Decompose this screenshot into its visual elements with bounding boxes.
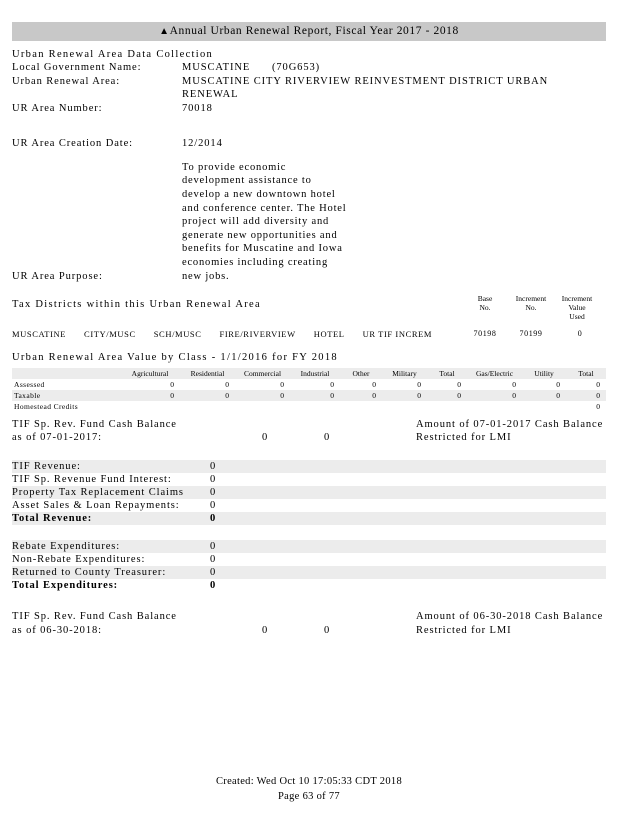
tif-interest-label: TIF Sp. Revenue Fund Interest: bbox=[12, 473, 172, 485]
col-head-total-2: Total bbox=[566, 368, 606, 379]
tax-district-increment-no: 70199 bbox=[519, 329, 543, 339]
ur-number-value: 70018 bbox=[182, 102, 213, 114]
tax-district-name-0: MUSCATINE bbox=[12, 329, 67, 340]
report-page bbox=[0, 22, 618, 822]
ur-area-value: MUSCATINE CITY RIVERVIEW REINVESTMENT DISTRICT URBAN RENEWAL bbox=[182, 75, 549, 101]
ur-area-label: Urban Renewal Area: bbox=[12, 75, 121, 87]
page-number: Page 63 of 77 bbox=[278, 790, 340, 802]
closing-balance-block bbox=[12, 610, 606, 637]
tif-interest-value: 0 bbox=[210, 473, 217, 485]
tax-district-name-1: CITY/MUSC bbox=[84, 329, 136, 340]
purpose-row bbox=[12, 161, 606, 284]
tax-district-name-4: HOTEL bbox=[313, 329, 345, 340]
total-expenditures-label: Total Expenditures: bbox=[12, 579, 119, 591]
property-tax-replacement-value: 0 bbox=[210, 486, 408, 499]
row-label-taxable: Taxable bbox=[12, 390, 120, 401]
tax-district-increment-value-used: 0 bbox=[577, 329, 583, 339]
asset-sales-value: 0 bbox=[210, 499, 217, 511]
table-row: Homestead Credits 0 bbox=[14, 401, 600, 411]
col-head-total: Total bbox=[427, 368, 467, 379]
table-row bbox=[12, 579, 606, 592]
returned-to-treasurer-value: 0 bbox=[210, 566, 408, 579]
table-row bbox=[12, 540, 606, 553]
collection-section-title: Urban Renewal Area Data Collection bbox=[12, 49, 214, 60]
tax-districts-column-headers bbox=[462, 295, 606, 321]
tax-col-increment-value-used: Increment Value Used bbox=[561, 294, 593, 321]
col-head-agricultural: Agricultural bbox=[120, 368, 180, 379]
opening-restricted-label-line1: Amount of 07-01-2017 Cash Balance bbox=[416, 418, 604, 430]
table-row bbox=[12, 553, 606, 566]
value-by-class-section bbox=[12, 351, 606, 364]
col-head-industrial: Industrial bbox=[290, 368, 340, 379]
col-head-gas-electric: Gas/Electric bbox=[467, 368, 522, 379]
col-head-other: Other bbox=[340, 368, 382, 379]
purpose-value: To provide economic development assistance to develop a new downtown hotel and conference center. The Hotel project will add diversity and generate new opportunities and benefits for Muscatine and Iowa economies including creating new jobs. bbox=[182, 161, 347, 282]
opening-balance-block bbox=[12, 418, 606, 445]
report-title-bar bbox=[12, 22, 606, 41]
ur-number-row bbox=[12, 102, 606, 115]
col-head-military: Military bbox=[382, 368, 427, 379]
table-row bbox=[12, 499, 606, 512]
row-label-assessed: Assessed bbox=[14, 379, 45, 389]
col-head-commercial: Commercial bbox=[235, 368, 290, 379]
non-rebate-expenditures-value: 0 bbox=[210, 553, 217, 565]
col-head-utility: Utility bbox=[522, 368, 566, 379]
row-label-homestead-credits: Homestead Credits bbox=[14, 401, 79, 411]
closing-balance-label-line1: TIF Sp. Rev. Fund Cash Balance bbox=[12, 610, 177, 622]
asset-sales-label: Asset Sales & Loan Repayments: bbox=[12, 499, 180, 511]
table-row bbox=[12, 566, 606, 579]
property-tax-replacement-label: Property Tax Replacement Claims bbox=[12, 486, 210, 499]
table-row bbox=[12, 512, 606, 525]
value-by-class-title: Urban Renewal Area Value by Class - 1/1/2016 for FY 2018 bbox=[12, 352, 338, 364]
opening-restricted-value: 0 bbox=[324, 432, 330, 444]
table-row: Taxable 0 0 0 0 0 0 0 0 0 0 bbox=[12, 390, 606, 401]
table-row bbox=[12, 473, 606, 486]
tax-districts-section bbox=[12, 295, 606, 340]
closing-balance-label-line2: as of 06-30-2018: bbox=[12, 624, 102, 636]
tax-col-increment: Increment No. bbox=[515, 294, 547, 313]
page-footer bbox=[0, 774, 618, 804]
table-row bbox=[12, 460, 606, 473]
opening-restricted-label-line2: Restricted for LMI bbox=[416, 432, 512, 444]
tax-district-name-3: FIRE/RIVERVIEW bbox=[219, 329, 296, 340]
tax-district-name-5: UR TIF INCREM bbox=[362, 329, 433, 340]
local-government-value: MUSCATINE bbox=[182, 62, 251, 74]
closing-restricted-label-line2: Restricted for LMI bbox=[416, 624, 512, 636]
table-header-row bbox=[12, 368, 606, 379]
purpose-label: UR Area Purpose: bbox=[12, 270, 103, 282]
returned-to-treasurer-label: Returned to County Treasurer: bbox=[12, 566, 210, 579]
opening-balance-value: 0 bbox=[262, 432, 268, 444]
col-head-blank bbox=[12, 368, 120, 379]
closing-balance-value: 0 bbox=[262, 624, 268, 636]
table-row bbox=[12, 486, 606, 499]
total-revenue-value: 0 bbox=[210, 512, 408, 525]
opening-balance-label-line1: TIF Sp. Rev. Fund Cash Balance bbox=[12, 418, 177, 430]
tax-district-name-2: SCH/MUSC bbox=[153, 329, 202, 340]
table-row bbox=[12, 329, 606, 340]
tif-revenue-label: TIF Revenue: bbox=[12, 460, 210, 473]
tax-district-base-no: 70198 bbox=[473, 329, 497, 339]
local-government-label: Local Government Name: bbox=[12, 62, 142, 74]
closing-restricted-value: 0 bbox=[324, 624, 330, 636]
creation-date-label: UR Area Creation Date: bbox=[12, 138, 133, 150]
page-title: Annual Urban Renewal Report, Fiscal Year 2017 - 2018 bbox=[169, 25, 459, 37]
rebate-expenditures-label: Rebate Expenditures: bbox=[12, 540, 210, 553]
collection-section bbox=[12, 48, 606, 283]
tax-districts-title: Tax Districts within this Urban Renewal Area bbox=[12, 298, 261, 310]
non-rebate-expenditures-label: Non-Rebate Expenditures: bbox=[12, 553, 146, 565]
ur-area-row bbox=[12, 75, 606, 102]
ur-number-label: UR Area Number: bbox=[12, 102, 103, 114]
creation-date-row bbox=[12, 137, 606, 150]
revenue-table bbox=[12, 451, 606, 525]
creation-date-value: 12/2014 bbox=[182, 138, 223, 150]
table-row: Assessed 0 0 0 0 0 0 0 0 0 0 bbox=[14, 379, 600, 389]
total-revenue-label: Total Revenue: bbox=[12, 512, 210, 525]
opening-balance-label-line2: as of 07-01-2017: bbox=[12, 432, 102, 444]
col-head-residential: Residential bbox=[180, 368, 235, 379]
closing-restricted-label-line1: Amount of 06-30-2018 Cash Balance bbox=[416, 610, 604, 622]
local-government-row bbox=[12, 61, 606, 74]
rebate-expenditures-value: 0 bbox=[210, 540, 408, 553]
created-timestamp: Created: Wed Oct 10 17:05:33 CDT 2018 bbox=[215, 775, 402, 787]
tax-col-base: Base No. bbox=[477, 294, 493, 313]
triangle-icon: ▲ bbox=[159, 25, 170, 37]
value-by-class-table bbox=[12, 368, 606, 412]
local-government-code: (70G653) bbox=[272, 62, 321, 74]
tif-revenue-value: 0 bbox=[210, 460, 408, 473]
expenditures-table bbox=[12, 531, 606, 592]
total-expenditures-value: 0 bbox=[210, 579, 217, 591]
